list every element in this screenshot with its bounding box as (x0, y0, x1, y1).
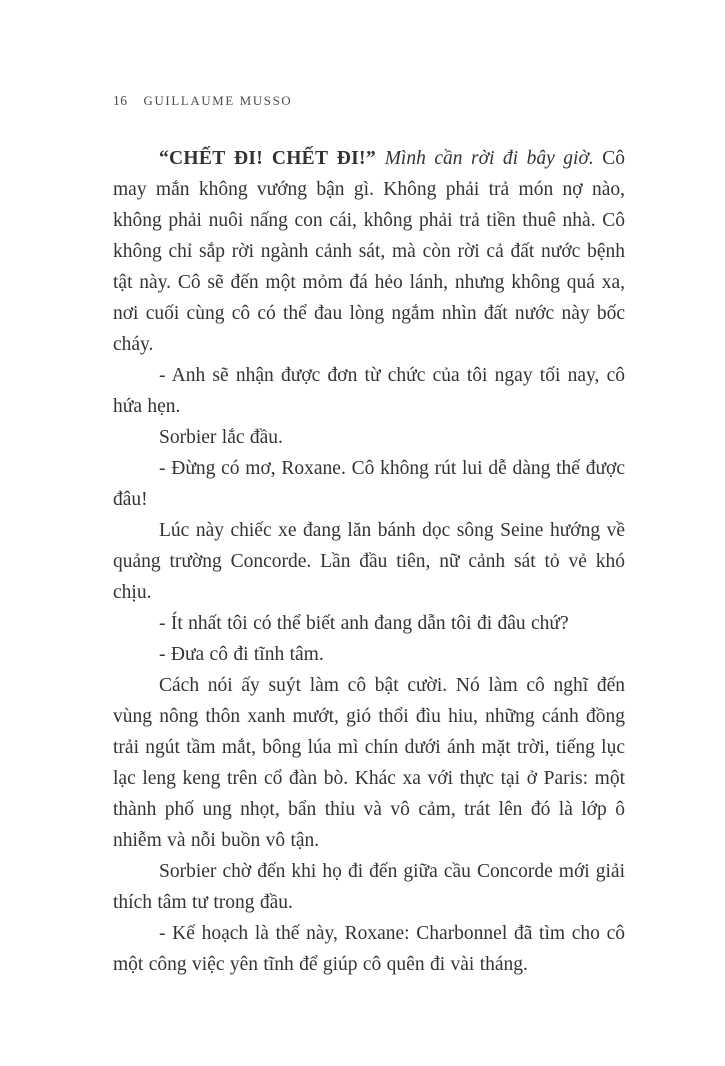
paragraph (113, 856, 625, 918)
text-segment: - Kế hoạch là thế này, Roxane: Charbonnel đã tìm cho cô một công việc yên tĩnh để giúp cô quên đi vài tháng. (113, 923, 625, 975)
body-text (113, 143, 625, 980)
paragraph (113, 670, 625, 856)
text-segment: Lúc này chiếc xe đang lăn bánh dọc sông Seine hướng về quảng trường Concorde. Lần đầu tiên, nữ cảnh sát tỏ vẻ khó chịu. (113, 520, 625, 603)
text-segment: Cách nói ấy suýt làm cô bật cười. Nó làm cô nghĩ đến vùng nông thôn xanh mướt, gió thổi đìu hiu, những cánh đồng trải ngút tầm mắt, bông lúa mì chín dưới ánh mặt trời, tiếng lục lạc leng keng trên cổ đàn bò. Khác xa với thực tại ở Paris: một thành phố ung nhọt, bẩn thỉu và vô cảm, trát lên đó là lớp ô nhiễm và nỗi buồn vô tận. (113, 675, 625, 851)
paragraph (113, 453, 625, 515)
paragraph (113, 918, 625, 980)
text-segment: - Ít nhất tôi có thể biết anh đang dẫn tôi đi đâu chứ? (159, 613, 569, 634)
page-number: 16 (113, 93, 128, 108)
text-segment: - Đừng có mơ, Roxane. Cô không rút lui dễ dàng thế được đâu! (113, 458, 625, 510)
paragraph (113, 143, 625, 360)
text-segment: Mình cần rời đi bây giờ. (384, 148, 594, 169)
text-segment: - Anh sẽ nhận được đơn từ chức của tôi ngay tối nay, cô hứa hẹn. (113, 365, 625, 417)
text-segment: “CHẾT ĐI! CHẾT ĐI!” (159, 148, 385, 169)
page-header (113, 93, 625, 109)
running-head-author: GUILLAUME MUSSO (143, 94, 293, 108)
text-segment: Sorbier lắc đầu. (159, 427, 283, 448)
text-segment: Sorbier chờ đến khi họ đi đến giữa cầu Concorde mới giải thích tâm tư trong đầu. (113, 861, 625, 913)
paragraph (113, 639, 625, 670)
paragraph (113, 360, 625, 422)
paragraph (113, 608, 625, 639)
text-segment: - Đưa cô đi tĩnh tâm. (159, 644, 324, 665)
text-segment: Cô may mắn không vướng bận gì. Không phải trả món nợ nào, không phải nuôi nấng con cái, không phải trả tiền thuê nhà. Cô không chỉ sắp rời ngành cảnh sát, mà còn rời cả đất nước bệnh tật này. Cô sẽ đến một mỏm đá hẻo lánh, nhưng không quá xa, nơi cuối cùng cô có thể đau lòng ngắm nhìn đất nước này bốc cháy. (113, 148, 625, 355)
paragraph (113, 515, 625, 608)
paragraph (113, 422, 625, 453)
